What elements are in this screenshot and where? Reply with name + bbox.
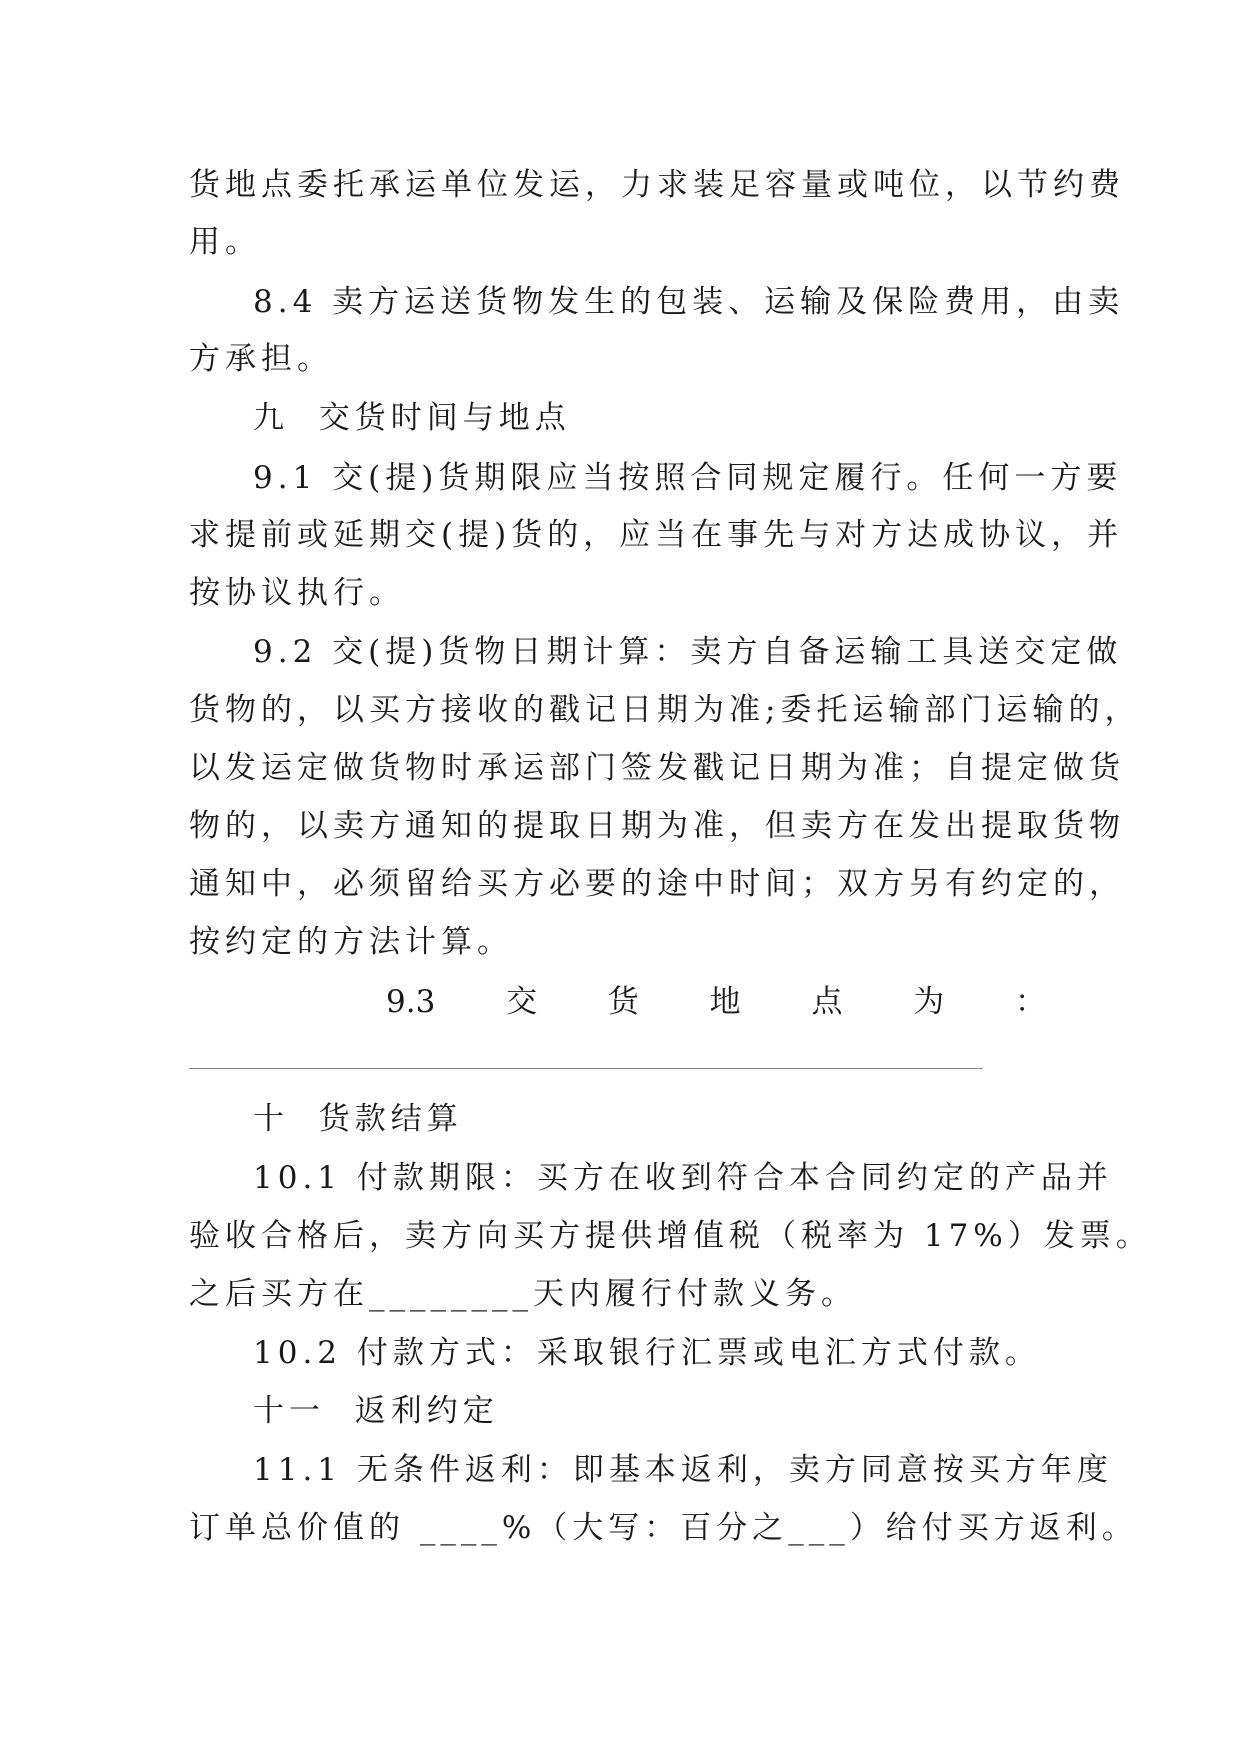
spread-char: 交 — [506, 984, 538, 1020]
spread-char: 地 — [709, 984, 741, 1020]
paragraph-line: 方承担。 — [189, 341, 333, 377]
paragraph-line: 以发运定做货物时承运部门签发戳记日期为准；自提定做货 — [189, 750, 1125, 786]
paragraph-line: 通知中，必须留给买方必要的途中时间；双方另有约定的， — [189, 866, 1125, 902]
paragraph-line: 按约定的方法计算。 — [189, 924, 513, 960]
paragraph-line: 9.1 交(提)货期限应当按照合同规定履行。任何一方要 — [253, 460, 1123, 496]
spread-char: 为 — [913, 984, 945, 1020]
paragraph-line: 求提前或延期交(提)货的，应当在事先与对方达成协议，并 — [189, 517, 1124, 553]
section-heading: 十一 返利约定 — [253, 1393, 499, 1429]
paragraph-line: 用。 — [189, 224, 261, 260]
paragraph-line: 货物的，以买方接收的戳记日期为准;委托运输部门运输的， — [189, 692, 1141, 728]
paragraph-line: 8.4 卖方运送货物发生的包装、运输及保险费用，由卖 — [253, 284, 1125, 320]
paragraph-line: 物的，以卖方通知的提取日期为准，但卖方在发出提取货物 — [189, 808, 1125, 844]
paragraph-line: 货地点委托承运单位发运，力求装足容量或吨位，以节约费 — [189, 167, 1125, 203]
spread-char: 点 — [811, 984, 843, 1020]
clause-number: 9.3 — [386, 984, 436, 1020]
fill-in-blank-line — [189, 1068, 983, 1069]
paragraph-line: 验收合格后，卖方向买方提供增值税（税率为 17%）发票。 — [189, 1218, 1152, 1254]
spread-char: 货 — [607, 984, 639, 1020]
delivery-location-line — [386, 982, 1046, 1022]
paragraph-line: 10.1 付款期限：买方在收到符合本合同约定的产品并 — [253, 1160, 1113, 1196]
section-heading: 十 货款结算 — [253, 1101, 463, 1137]
spread-char: ： — [1015, 984, 1046, 1020]
paragraph-line: 11.1 无条件返利：即基本返利，卖方同意按买方年度 — [253, 1452, 1113, 1488]
paragraph-line: 9.2 交(提)货物日期计算：卖方自备运输工具送交定做 — [253, 634, 1123, 670]
paragraph-line: 之后买方在________天内履行付款义务。 — [189, 1276, 857, 1312]
paragraph-line: 10.2 付款方式：采取银行汇票或电汇方式付款。 — [253, 1335, 1041, 1371]
paragraph-line: 按协议执行。 — [189, 575, 405, 611]
section-heading: 九 交货时间与地点 — [253, 400, 571, 436]
paragraph-line: 订单总价值的 ____%（大写：百分之___）给付买方返利。 — [189, 1510, 1138, 1546]
